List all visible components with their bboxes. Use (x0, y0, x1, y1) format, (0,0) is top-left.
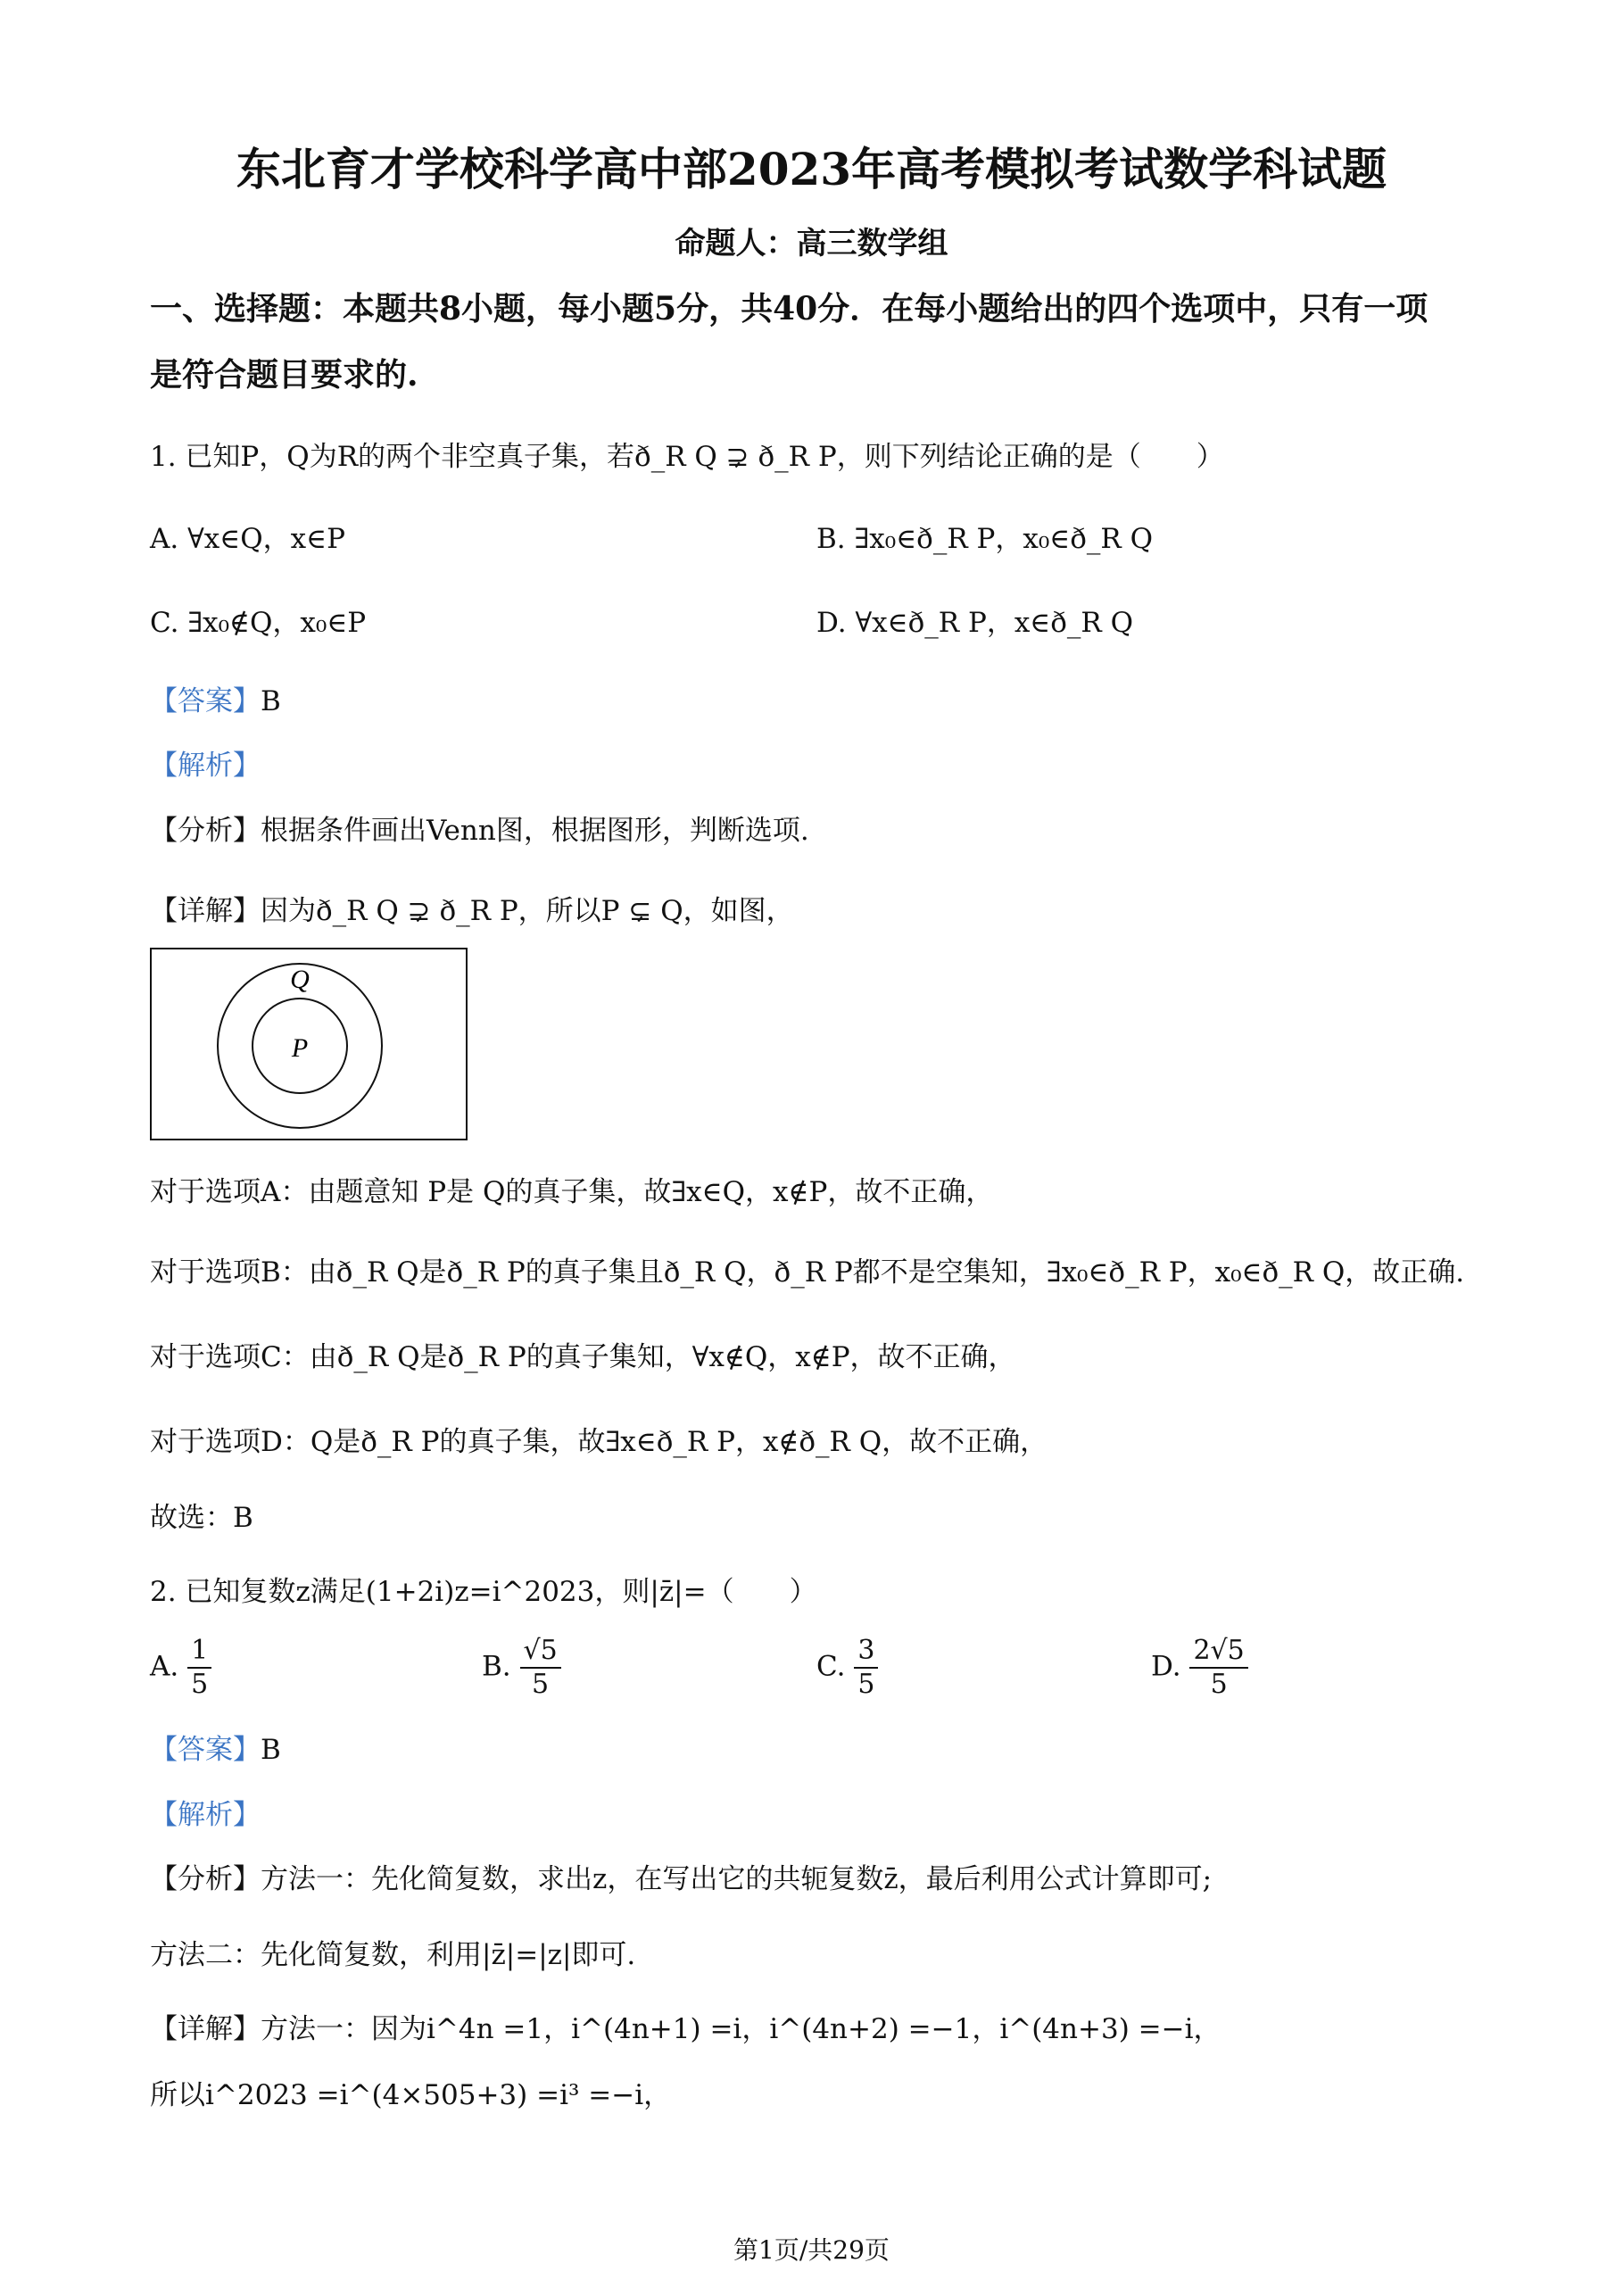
q2-xiangjie: 【详解】方法一：因为i^4n =1，i^(4n+1) =i，i^(4n+2) =−1，i^(4n+3) =−i， (150, 2013, 1221, 2045)
answer-tag: 【答案】 (150, 685, 261, 717)
q2-last-line: 所以i^2023 =i^(4×505+3) =i³ =−i， (150, 2079, 672, 2111)
q1-line-a: 对于选项A：由题意知 P是 Q的真子集，故∃x∈Q，x∉P，故不正确， (150, 1176, 994, 1208)
q2-analysis-tag: 【解析】 (150, 1799, 261, 1831)
venn-diagram (150, 948, 468, 1140)
q1-stem: 1. 已知P，Q为R的两个非空真子集，若ð_R Q ⊋ ð_R P，则下列结论正确的是（ ） (150, 441, 1224, 473)
q2-method2: 方法二：先化简复数，利用|z̄|=|z|即可. (150, 1939, 636, 1971)
q2-stem: 2. 已知复数z满足(1+2i)z=i^2023，则|z̄|=（ ） (150, 1576, 817, 1608)
venn-label-p: P (291, 1033, 309, 1063)
q1-line-d: 对于选项D：Q是ð_R P的真子集，故∃x∈ð_R P，x∉ð_R Q，故不正确， (150, 1426, 1048, 1458)
q1-option-c: C. ∃x₀∉Q，x₀∈P (150, 607, 367, 639)
q2-option-a: A. $\frac{1}{5}$ (150, 1635, 211, 1701)
q2-option-d: D. $\frac{2√5}{5}$ (1151, 1635, 1248, 1701)
q1-xiangjie: 【详解】因为ð_R Q ⊋ ð_R P，所以P ⊊ Q，如图， (150, 895, 794, 927)
q1-conclusion: 故选：B (150, 1502, 253, 1534)
answer-value: B (261, 1734, 281, 1766)
q2-answer (150, 1727, 281, 1767)
page-footer: 第1页/共29页 (733, 2235, 890, 2265)
q2-option-c: C. $\frac{3}{5}$ (816, 1635, 878, 1701)
section-heading-line1: 一、选择题：本题共8小题，每小题5分，共40分．在每小题给出的四个选项中，只有一项 (150, 290, 1428, 327)
q1-line-c: 对于选项C：由ð_R Q是ð_R P的真子集知，∀x∉Q，x∉P，故不正确， (150, 1341, 1016, 1373)
section-heading-line2: 是符合题目要求的. (150, 356, 418, 394)
q1-answer (150, 678, 281, 718)
page-title: 东北育才学校科学高中部2023年高考模拟考试数学科试题 (236, 143, 1387, 195)
q1-option-b: B. ∃x₀∈ð_R P，x₀∈ð_R Q (816, 523, 1154, 555)
answer-tag: 【答案】 (150, 1734, 261, 1766)
q1-option-d: D. ∀x∈ð_R P，x∈ð_R Q (816, 607, 1134, 639)
author-line: 命题人：高三数学组 (675, 226, 948, 261)
q1-fenxi: 【分析】根据条件画出Venn图，根据图形，判断选项. (150, 815, 809, 847)
answer-value: B (261, 685, 281, 717)
venn-label-q: Q (290, 965, 310, 994)
q1-option-a: A. ∀x∈Q，x∈P (150, 523, 345, 555)
q1-line-b: 对于选项B：由ð_R Q是ð_R P的真子集且ð_R Q，ð_R P都不是空集知，∃x₀∈ð_R P，x₀∈ð_R Q，故正确. (150, 1256, 1465, 1289)
q2-fenxi: 【分析】方法一：先化简复数，求出z，在写出它的共轭复数z̄，最后利用公式计算即可; (150, 1863, 1213, 1895)
q2-option-b: B. $\frac{√5}{5}$ (482, 1635, 561, 1701)
q1-analysis-tag: 【解析】 (150, 750, 261, 782)
